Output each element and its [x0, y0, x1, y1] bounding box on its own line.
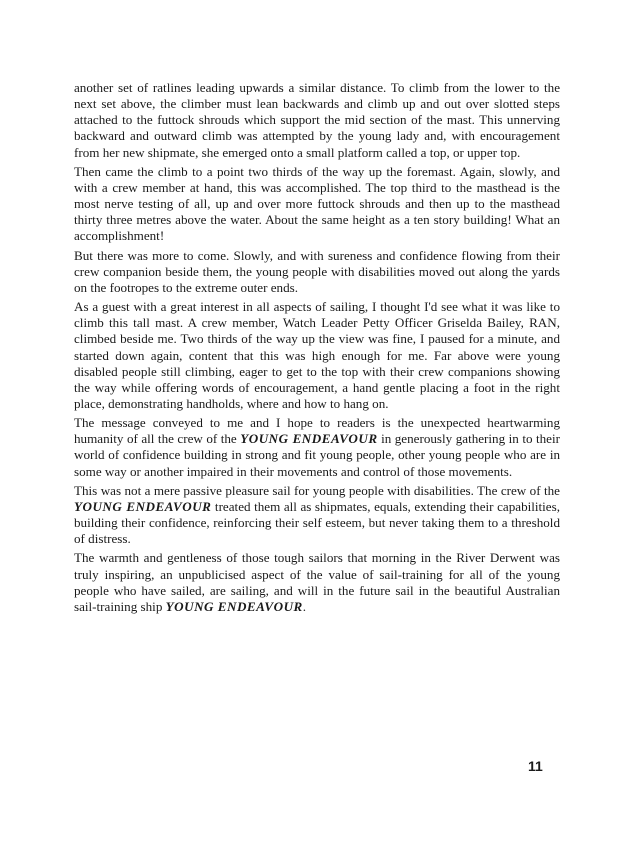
- paragraph-text: treated them all as shipmates, equals, extending their capabilities, building their confidence, reinforcing their self esteem, but never taking them to a threshold of distress.: [74, 498, 560, 547]
- paragraph-text: The message conveyed to me and I hope to readers is the unexpected heartwarming humanity of all the crew of the: [74, 415, 560, 447]
- paragraph-text: This was not a mere passive pleasure sail for young people with disabilities. The crew of the: [74, 482, 560, 498]
- paragraph-text: The warmth and gentleness of those tough sailors that morning in the River Derwent was truly inspiring, an unpublicised aspect of the value of sail-training for all of the young people who have sailed, are sailing, and will in the future sail in the beautiful Australian sail-training ship: [74, 550, 560, 614]
- paragraph-text: As a guest with a great interest in all aspects of sailing, I thought I'd see what it was like to climb this tall mast. A crew member, Watch Leader Petty Officer Griselda Bailey, RAN, climbed beside me. Two thirds of the way up the view was fine, I paused for a minute, and started down again, content that this was high enough for me. Far above were young disabled people still climbing, eager to get to the top with their crew companions showing the way while offering words of encouragement, a hand gentle placing a foot in the right place, demonstrating handholds, where and how to hang on.: [74, 299, 560, 411]
- paragraph: [74, 248, 560, 296]
- paragraph: [74, 80, 560, 161]
- paragraph: [74, 299, 560, 412]
- body-text: [74, 80, 560, 618]
- paragraph-text: another set of ratlines leading upwards a similar distance. To climb from the lower to the next set above, the climber must lean backwards and climb up and out over slotted steps attached to the futtock shrouds which support the mid section of the mast. This unnerving backward and outward climb was attempted by the young lady and, with encouragement from her new shipmate, she emerged onto a small platform called a top, or upper top.: [74, 80, 560, 160]
- paragraph-text: in generously gathering in to their world of confidence building in strong and fit young people, other young people who are in some way or another impaired in their movements and control of those movements.: [74, 431, 560, 479]
- paragraph: [74, 483, 560, 548]
- page-number: 11: [528, 758, 543, 774]
- paragraph: [74, 550, 560, 615]
- paragraph: [74, 415, 560, 480]
- paragraph-text: .: [302, 598, 307, 614]
- ship-name: YOUNG ENDEAVOUR: [240, 431, 378, 447]
- ship-name: YOUNG ENDEAVOUR: [165, 598, 303, 614]
- ship-name: YOUNG ENDEAVOUR: [74, 498, 212, 514]
- paragraph: [74, 164, 560, 245]
- paragraph-text: But there was more to come. Slowly, and with sureness and confidence flowing from their crew companion beside them, the young people with disabilities moved out along the yards on the footropes to the extreme outer ends.: [74, 247, 560, 295]
- paragraph-text: Then came the climb to a point two thirds of the way up the foremast. Again, slowly, and with a crew member at hand, this was accomplished. The top third to the masthead is the most nerve testing of all, up and over more futtock shrouds and then up to the masthead thirty three metres above the water. About the same height as a ten story building! What an accomplishment!: [74, 163, 560, 244]
